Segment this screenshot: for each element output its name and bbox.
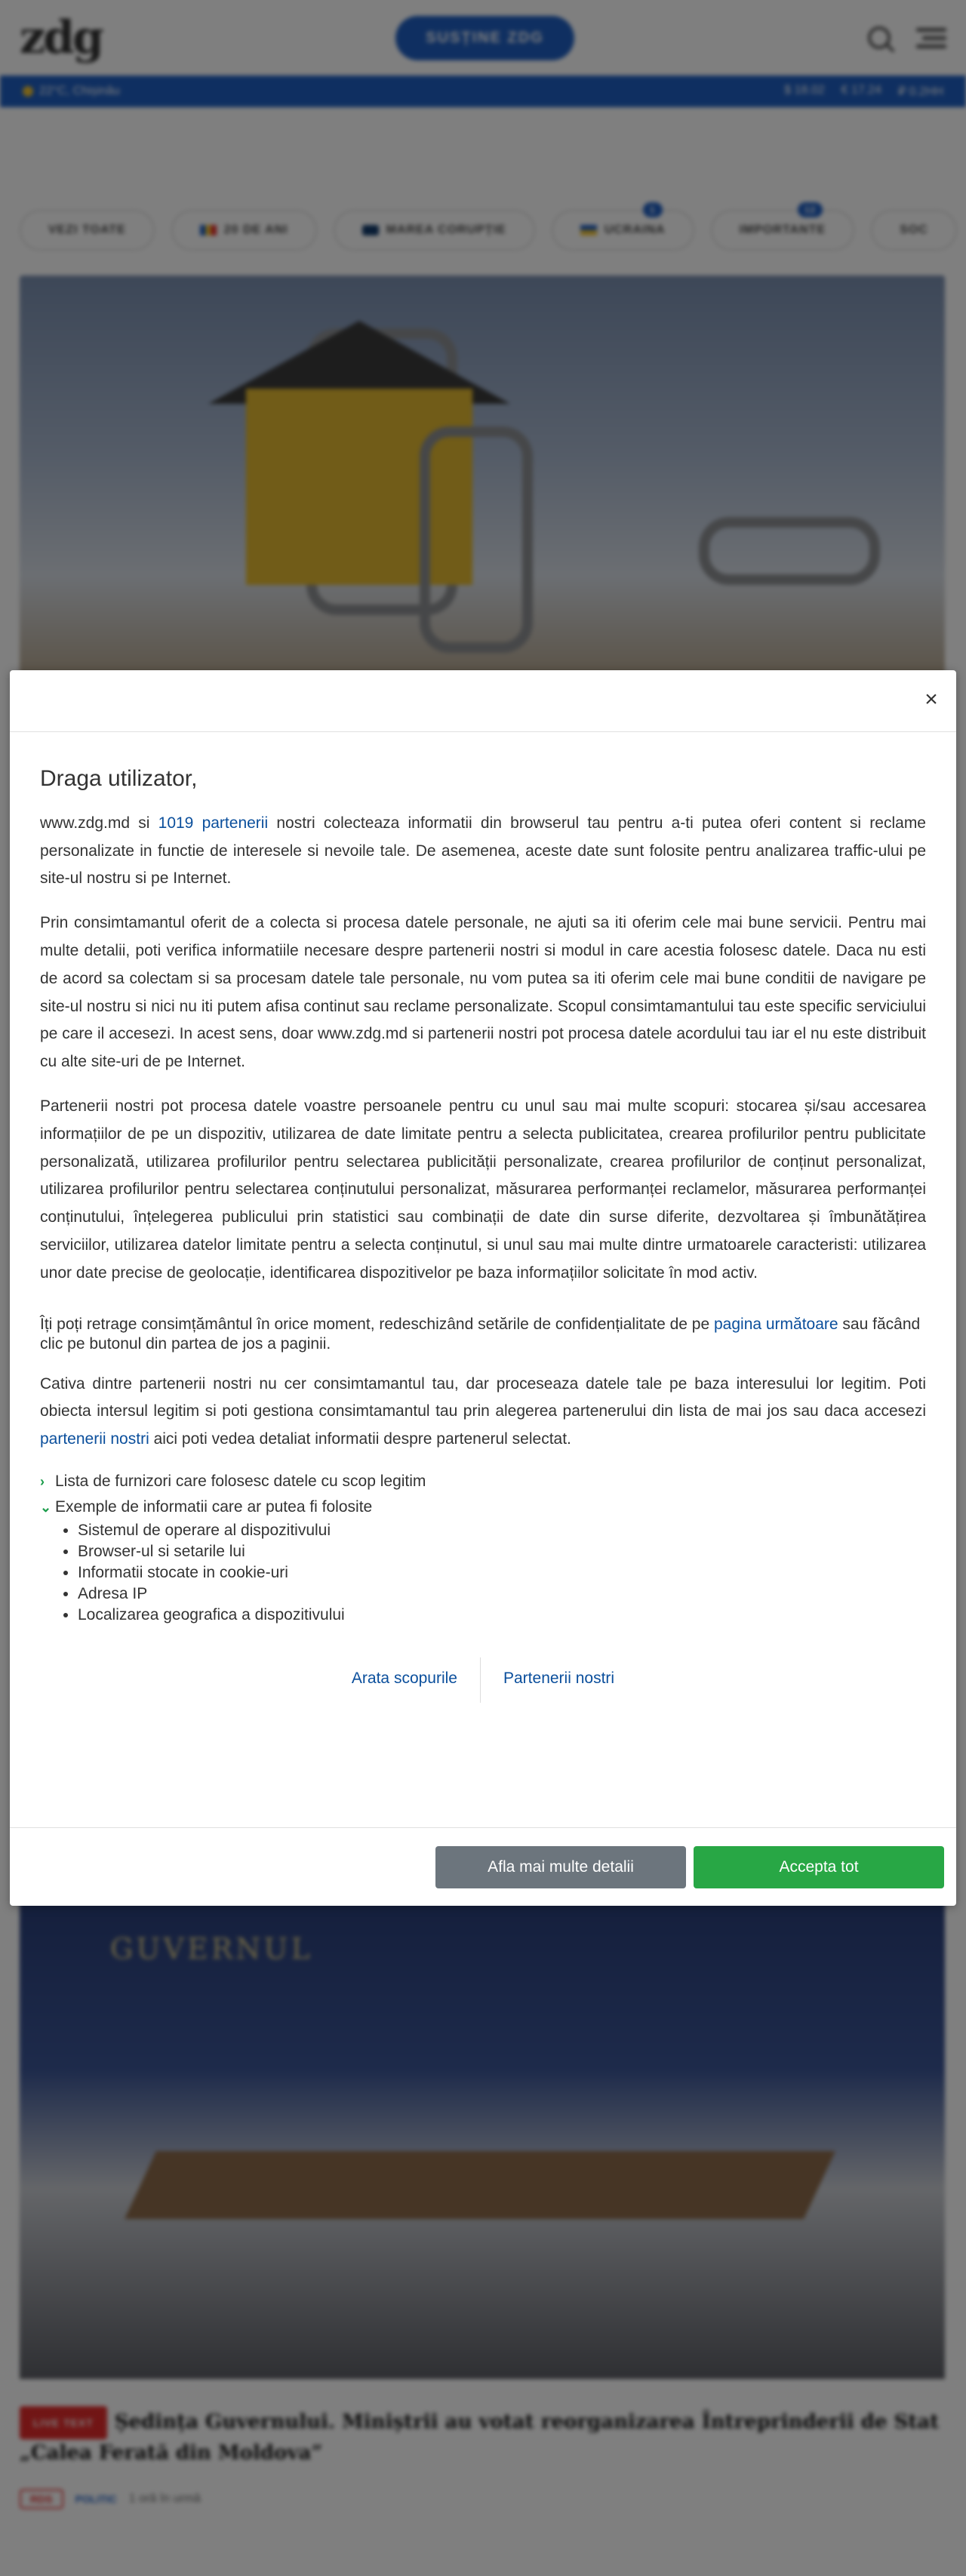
chevron-right-icon: ›: [40, 1473, 45, 1489]
our-partners-inline-link[interactable]: partenerii nostri: [40, 1430, 149, 1448]
modal-body: [10, 732, 956, 1703]
list-item: • Adresa IP: [78, 1583, 926, 1605]
consent-paragraph-5: [40, 1371, 926, 1454]
text: www.zdg.md si: [40, 814, 158, 832]
modal-header: [10, 670, 956, 732]
consent-paragraph-4: [40, 1315, 926, 1354]
accept-all-button[interactable]: Accepta tot: [694, 1846, 944, 1888]
consent-title: Draga utilizator,: [40, 766, 198, 791]
consent-paragraph-3: Partenerii nostri pot procesa datele voastre persoanele pentru cu unul sau mai multe scopuri: stocarea și/sau accesarea informațiilor de pe un dispozitiv, utilizarea de date limitate pentru a selecta publicitatea, crearea profilurilor pentru publicitate personalizată, utilizarea profilurilor pentru selectarea publicității personalizate, crearea profilurilor de conținut personalizat, utilizarea profilurilor pentru selectarea conținutului personalizat, măsurarea performanței reclamelor, măsurarea performanței conținutului, înțelegerea publicului prin statistici sau combinații de date din surse diferite, dezvoltarea și îmbunătățirea serviciilor, utilizarea datelor limitate pentru a selecta conținutul, si unul sau mai multe dintre urmatoarele caracteristi: utilizarea unor date precise de geolocație, identificarea dispozitivelor pe baza informațiilor solicitate în mod activ.: [40, 1097, 926, 1282]
modal-links: [40, 1657, 926, 1703]
examples-list: [78, 1520, 926, 1626]
our-partners-link[interactable]: Partenerii nostri: [503, 1669, 615, 1687]
text: Cativa dintre partenerii nostri nu cer consimtamantul tau, dar proceseaza datele tale pe baza interesului lor legitim. Poti obiecta intersul legitim si poti gestiona consimtamantul tau prin alegerea partenerului din lista de mai jos sau daca accesezi: [40, 1374, 926, 1420]
vendors-toggle-label: Lista de furnizori care folosesc datele cu scop legitim: [55, 1472, 426, 1490]
partners-count-link[interactable]: 1019 partenerii: [158, 814, 269, 832]
consent-paragraph-1: [40, 810, 926, 893]
consent-modal: [10, 670, 956, 1906]
list-item: • Localizarea geografica a dispozitivului: [78, 1605, 926, 1626]
close-button[interactable]: ×: [924, 687, 938, 712]
more-details-button[interactable]: Afla mai multe detalii: [435, 1846, 686, 1888]
chevron-down-icon: ⌄: [40, 1499, 52, 1515]
show-purposes-link[interactable]: Arata scopurile: [351, 1669, 457, 1687]
examples-toggle[interactable]: [40, 1496, 926, 1519]
modal-footer: [10, 1827, 956, 1906]
next-page-link[interactable]: pagina următoare: [713, 1315, 838, 1333]
list-item: • Browser-ul si setarile lui: [78, 1541, 926, 1562]
text: sau făcând clic pe butonul din partea de jos a paginii.: [40, 1315, 921, 1353]
text: Îți poți retrage consimțământul în orice moment, redeschizând setările de confidențialitate de pe: [40, 1315, 714, 1333]
examples-toggle-label: Exemple de informatii care ar putea fi folosite: [55, 1497, 373, 1516]
text: nostri colecteaza informatii din browserul tau pentru a-ti putea oferi content si reclame personalizate in functie de interesele si nevoile tale. De asemenea, aceste date sunt folosite pentru analizarea traffic-ului pe site-ul nostru si pe Internet.: [40, 814, 926, 888]
vendors-toggle[interactable]: [40, 1470, 926, 1493]
consent-paragraph-2: Prin consimtamantul oferit de a colecta si procesa datele personale, ne ajuti sa iti oferim cele mai bune servicii. Pentru mai multe detalii, poti verifica informatiile necesare despre partenerii nostri si modul in care acestia folosesc datele. Daca nu esti de acord sa colectam si sa procesam datele tale personale, nu vom putea sa iti oferim cele mai bune conditii de navigare pe site-ul nostru si nici nu iti putem afisa continut sau reclame personalizate. Scopul consimtamantului tau este specific serviciului pe care il accesezi. In acest sens, doar www.zdg.md si partenerii nostri pot procesa datele acordului tau iar el nu este distribuit cu alte site-uri de pe Internet.: [40, 914, 926, 1071]
list-item: • Sistemul de operare al dispozitivului: [78, 1520, 926, 1541]
text: aici poti vedea detaliat informatii despre partenerul selectat.: [149, 1430, 571, 1448]
list-item: • Informatii stocate in cookie-uri: [78, 1562, 926, 1583]
